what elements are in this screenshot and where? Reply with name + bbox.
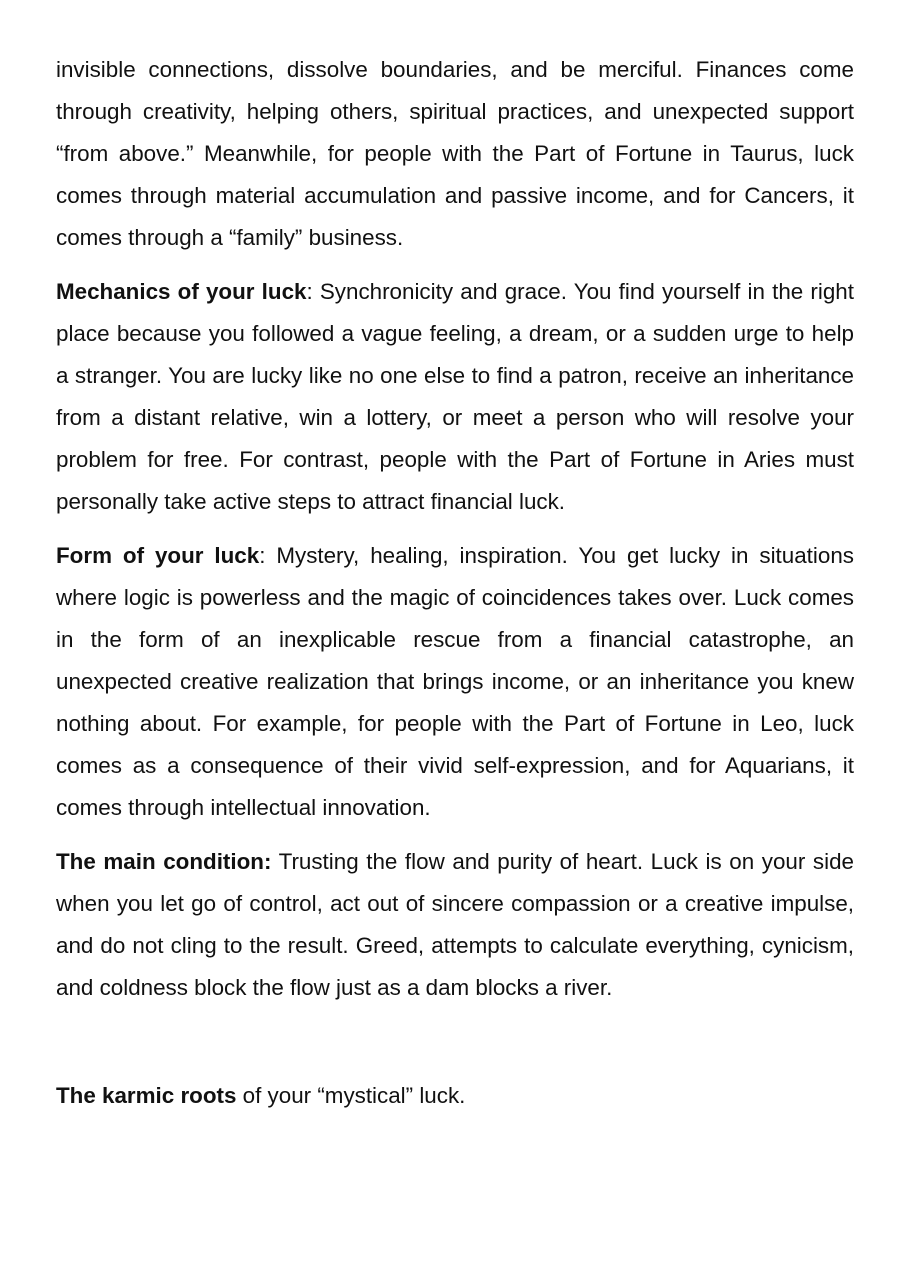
paragraph-main-condition	[56, 841, 854, 1009]
paragraph-mechanics	[56, 271, 854, 523]
paragraph-text: : Synchronicity and grace. You find yourself in the right place because you followed a vague feeling, a dream, or a sudden urge to help a stranger. You are lucky like no one else to find a patron, receive an inheritance from a distant relative, win a lottery, or meet a person who will resolve your problem for free. For contrast, people with the Part of Fortune in Aries must personally take active steps to attract financial luck.	[56, 279, 854, 514]
paragraph-finances	[56, 49, 854, 259]
paragraph-text: : Mystery, healing, inspiration. You get lucky in situations where logic is powerless and the magic of coincidences takes over. Luck comes in the form of an inexplicable rescue from a financial catastrophe, an unexpected creative realization that brings income, or an inheritance you knew nothing about. For example, for people with the Part of Fortune in Leo, luck comes as a consequence of their vivid self-expression, and for Aquarians, it comes through intellectual innovation.	[56, 543, 854, 820]
document-body	[56, 49, 854, 1129]
section-spacer	[56, 1009, 854, 1075]
paragraph-text: Trusting the flow and purity of heart. Luck is on your side when you let go of control, act out of sincere compassion or a creative impulse, and do not cling to the result. Greed, attempts to calculate everything, cynicism, and coldness block the flow just as a dam blocks a river.	[56, 849, 854, 1000]
paragraph-form	[56, 535, 854, 829]
paragraph-text: of your “mystical” luck.	[236, 1083, 466, 1108]
paragraph-heading: The karmic roots	[56, 1083, 237, 1108]
paragraph-text: invisible connections, dissolve boundaries, and be merciful. Finances come through creativity, helping others, spiritual practices, and unexpected support “from above.” Meanwhile, for people with the Part of Fortune in Taurus, luck comes through material accumulation and passive income, and for Cancers, it comes through a “family” business.	[56, 57, 854, 250]
paragraph-karmic-roots	[56, 1075, 854, 1117]
paragraph-heading: Form of your luck	[56, 543, 260, 568]
paragraph-heading: The main condition:	[56, 849, 272, 874]
paragraph-heading: Mechanics of your luck	[56, 279, 307, 304]
